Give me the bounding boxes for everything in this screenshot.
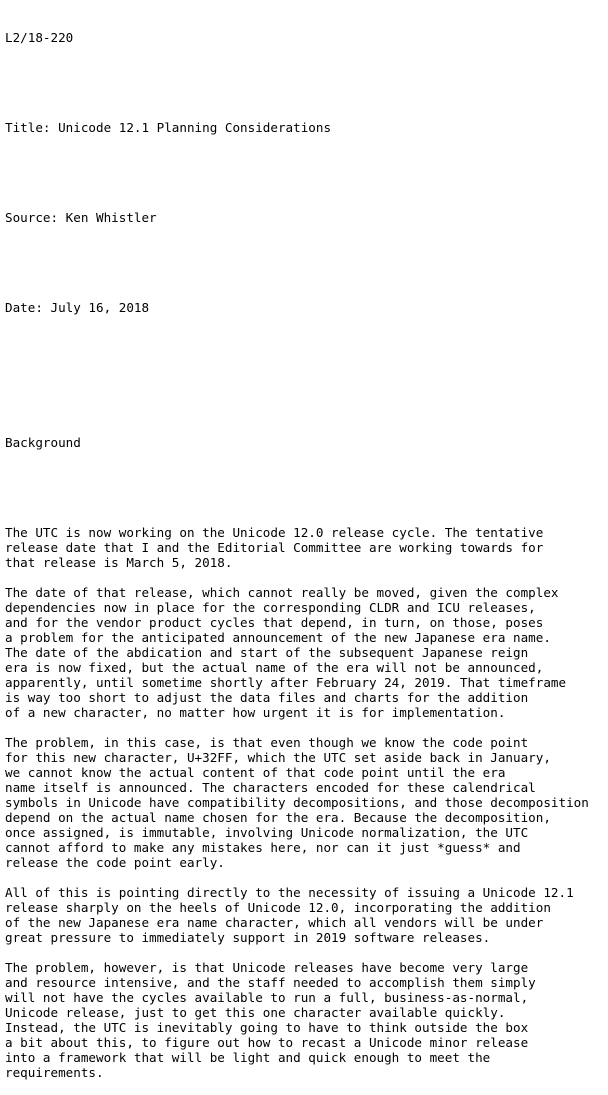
paragraph — [5, 885, 608, 945]
body-paragraphs — [5, 525, 608, 1080]
paragraph — [5, 960, 608, 1080]
paragraph-line: release the code point early. — [5, 855, 225, 870]
paragraph-line: The date of that release, which cannot really be moved, given the complex — [5, 585, 559, 600]
spacer — [5, 720, 608, 735]
paragraph-line: a problem for the anticipated announcement of the new Japanese era name. — [5, 630, 551, 645]
paragraph-line: and for the vendor product cycles that depend, in turn, on those, poses — [5, 615, 544, 630]
paragraph-line: depend on the actual name chosen for the era. Because the decomposition, — [5, 810, 551, 825]
spacer — [5, 255, 608, 270]
paragraph-line: is way too short to adjust the data files and charts for the addition — [5, 690, 529, 705]
paragraph-line: once assigned, is immutable, involving Unicode normalization, the UTC — [5, 825, 529, 840]
paragraph-line: into a framework that will be light and quick enough to meet the — [5, 1050, 491, 1065]
spacer — [5, 390, 608, 405]
paragraph-line: release sharply on the heels of Unicode 12.0, incorporating the addition — [5, 900, 551, 915]
spacer — [5, 570, 608, 585]
paragraph-line: Instead, the UTC is inevitably going to have to think outside the box — [5, 1020, 529, 1035]
doc-number: L2/18-220 — [5, 30, 74, 45]
section-heading: Background — [5, 435, 81, 450]
paragraph-line: that release is March 5, 2018. — [5, 555, 233, 570]
paragraph-line: name itself is announced. The characters encoded for these calendrical — [5, 780, 536, 795]
paragraph-line: dependencies now in place for the corresponding CLDR and ICU releases, — [5, 600, 536, 615]
doc-date: Date: July 16, 2018 — [5, 300, 150, 315]
paragraph-line: a bit about this, to figure out how to recast a Unicode minor release — [5, 1035, 529, 1050]
paragraph-line: we cannot know the actual content of that code point until the era — [5, 765, 506, 780]
spacer — [5, 75, 608, 90]
paragraph-line: The problem, however, is that Unicode releases have become very large — [5, 960, 529, 975]
paragraph-line: requirements. — [5, 1065, 104, 1080]
paragraph-line: Unicode release, just to get this one character available quickly. — [5, 1005, 506, 1020]
paragraph-line: era is now fixed, but the actual name of the era will not be announced, — [5, 660, 544, 675]
paragraph — [5, 585, 608, 720]
paragraph-line: All of this is pointing directly to the necessity of issuing a Unicode 12.1 — [5, 885, 574, 900]
paragraph-line: The UTC is now working on the Unicode 12.0 release cycle. The tentative — [5, 525, 544, 540]
paragraph-line: of a new character, no matter how urgent it is for implementation. — [5, 705, 506, 720]
doc-source: Source: Ken Whistler — [5, 210, 157, 225]
paragraph-line: of the new Japanese era name character, which all vendors will be under — [5, 915, 544, 930]
paragraph-line: for this new character, U+32FF, which the UTC set aside back in January, — [5, 750, 551, 765]
paragraph-line: The date of the abdication and start of the subsequent Japanese reign — [5, 645, 529, 660]
paragraph-line: will not have the cycles available to run a full, business-as-normal, — [5, 990, 529, 1005]
paragraph-line: release date that I and the Editorial Committee are working towards for — [5, 540, 544, 555]
paragraph-line: The problem, in this case, is that even though we know the code point — [5, 735, 529, 750]
paragraph-line: cannot afford to make any mistakes here, nor can it just *guess* and — [5, 840, 521, 855]
paragraph-line: and resource intensive, and the staff needed to accomplish them simply — [5, 975, 536, 990]
paragraph-line: great pressure to immediately support in 2019 software releases. — [5, 930, 491, 945]
spacer — [5, 480, 608, 495]
paragraph-line: symbols in Unicode have compatibility decompositions, and those decomposition — [5, 795, 589, 810]
spacer — [5, 945, 608, 960]
paragraph — [5, 735, 608, 870]
spacer — [5, 870, 608, 885]
paragraph — [5, 525, 608, 570]
doc-title: Title: Unicode 12.1 Planning Considerations — [5, 120, 332, 135]
document-text — [5, 0, 608, 1095]
spacer — [5, 165, 608, 180]
spacer — [5, 345, 608, 360]
paragraph-line: apparently, until sometime shortly after February 24, 2019. That timeframe — [5, 675, 567, 690]
